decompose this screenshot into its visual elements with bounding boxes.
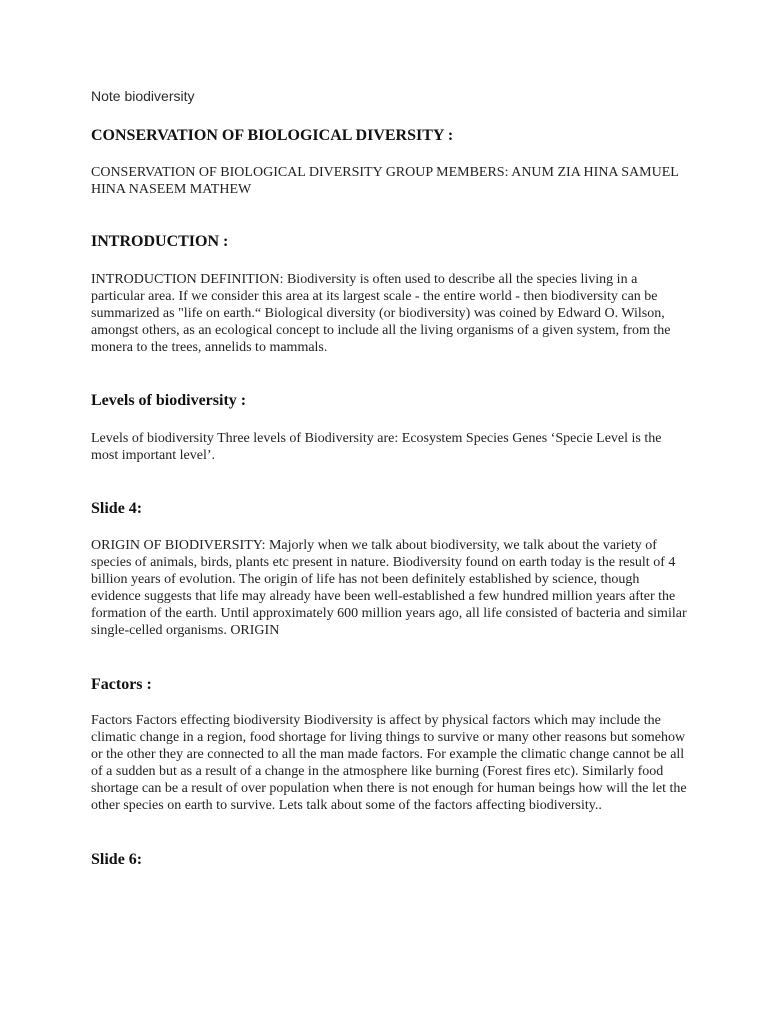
introduction-paragraph: INTRODUCTION DEFINITION: Biodiversity is often used to describe all the species living in a particular area. If we consider this area at its largest scale - the entire world - then biodiversity can be summarized as "life on earth.“ Biological diversity (or biodiversity) was coined by Edward O. Wilson, amongst others, as an ecological concept to include all the living organisms of a given system, from the monera to the trees, annelids to mammals. — [91, 272, 671, 355]
levels-heading: Levels of biodiversity : — [91, 392, 247, 409]
slide-4-heading: Slide 4: — [91, 500, 143, 517]
document-title: CONSERVATION OF BIOLOGICAL DIVERSITY : — [91, 127, 454, 144]
introduction-heading: INTRODUCTION : — [91, 233, 229, 250]
factors-heading: Factors : — [91, 676, 152, 693]
note-label: Note biodiversity — [91, 88, 195, 104]
origin-paragraph: ORIGIN OF BIODIVERSITY: Majorly when we talk about biodiversity, we talk about the variety of species of animals, birds, plants etc present in nature. Biodiversity found on earth today is the result of 4 billion years of evolution. The origin of life has not been definitely established by science, though evidence suggests that life may already have been well-established a few hundred million years after the formation of the earth. Until approximately 600 million years ago, all life consisted of bacteria and similar single-celled organisms. ORIGIN — [91, 538, 687, 638]
slide-6-heading: Slide 6: — [91, 851, 143, 868]
levels-paragraph: Levels of biodiversity Three levels of Biodiversity are: Ecosystem Species Genes ‘Specie Level is the most important level’. — [91, 431, 662, 463]
group-members-paragraph: CONSERVATION OF BIOLOGICAL DIVERSITY GROUP MEMBERS: ANUM ZIA HINA SAMUEL HINA NASEEM MATHEW — [91, 165, 679, 197]
factors-paragraph: Factors Factors effecting biodiversity Biodiversity is affect by physical factors which may include the climatic change in a region, food shortage for living things to survive or many other reasons but somehow or the other they are connected to all the man made factors. For example the climatic change cannot be all of a sudden but as a result of a change in the atmosphere like burning (Forest fires etc). Similarly food shortage can be a result of over population when there is not enough for human beings how will the let the other species on earth to survive. Lets talk about some of the factors affecting biodiversity.. — [91, 713, 687, 813]
